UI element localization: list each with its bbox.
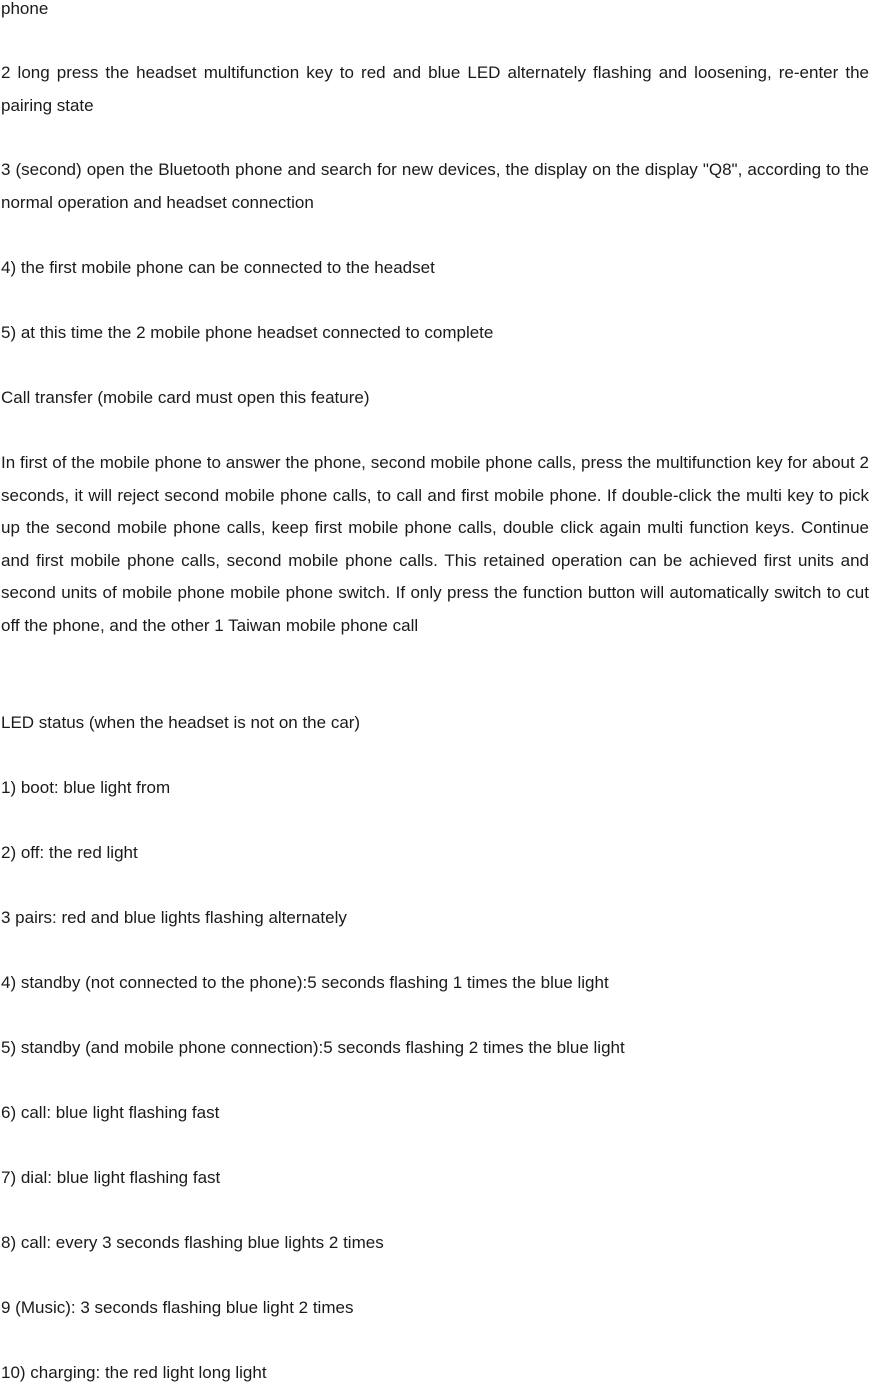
led-status-item: 7) dial: blue light flashing fast [1, 1168, 221, 1187]
call-transfer-body: In first of the mobile phone to answer the phone, second mobile phone calls, press the multifunction key for about 2 seconds, it will reject second mobile phone calls, to call and first mobile phone. If double-click the multi key to pick up the second mobile phone calls, keep first mobile phone calls, double click again multi function keys. Continue and first mobile phone calls, second mobile phone calls. This retained operation can be achieved first units and second units of mobile phone mobile phone switch. If only press the function button will automatically switch to cut off the phone, and the other 1 Taiwan mobile phone call [1, 453, 869, 635]
led-status-item: 6) call: blue light flashing fast [1, 1103, 220, 1122]
call-transfer-heading: Call transfer (mobile card must open this feature) [1, 388, 370, 407]
led-status-item: 8) call: every 3 seconds flashing blue lights 2 times [1, 1233, 384, 1252]
led-status-item: 10) charging: the red light long light [1, 1363, 267, 1382]
led-status-item: 4) standby (not connected to the phone):5 seconds flashing 1 times the blue light [1, 973, 609, 992]
pairing-step-4: 4) the first mobile phone can be connected to the headset [1, 258, 435, 277]
pairing-step-2: 2 long press the headset multifunction key to red and blue LED alternately flashing and loosening, re-enter the pairing state [1, 63, 869, 115]
led-status-item: 2) off: the red light [1, 843, 138, 862]
led-status-heading: LED status (when the headset is not on the car) [1, 713, 361, 732]
intro-fragment: phone [1, 0, 49, 18]
led-status-item: 9 (Music): 3 seconds flashing blue light 2 times [1, 1298, 354, 1317]
led-status-item: 3 pairs: red and blue lights flashing alternately [1, 908, 347, 927]
pairing-step-5: 5) at this time the 2 mobile phone headset connected to complete [1, 323, 494, 342]
led-status-item: 1) boot: blue light from [1, 778, 171, 797]
led-status-item: 5) standby (and mobile phone connection):5 seconds flashing 2 times the blue light [1, 1038, 625, 1057]
pairing-step-3: 3 (second) open the Bluetooth phone and search for new devices, the display on the display "Q8", according to the normal operation and headset connection [1, 160, 869, 212]
